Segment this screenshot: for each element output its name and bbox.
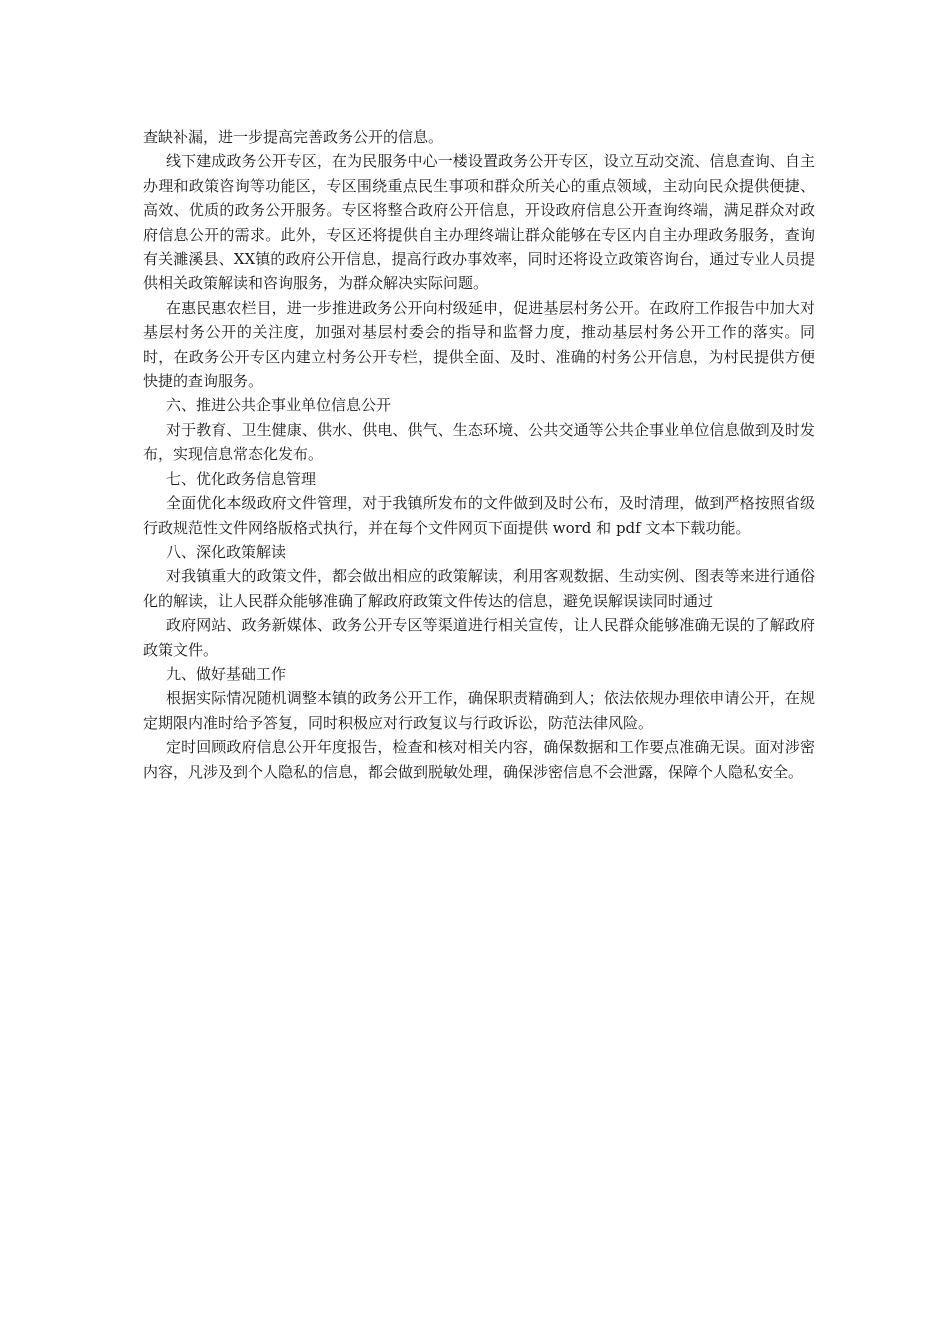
section-heading-8: 八、深化政策解读 xyxy=(166,542,287,561)
paragraph-basic-work: 根据实际情况随机调整本镇的政务公开工作，确保职责精确到人；依法依规办理依申请公开，在规定期限内准时给予答复，同时积极应对行政复议与行政诉讼，防范法律风险。 xyxy=(143,689,815,732)
paragraph-intro: 查缺补漏，进一步提高完善政务公开的信息。 xyxy=(143,128,444,146)
paragraph-public-enterprises: 对于教育、卫生健康、供水、供电、供气、生态环境、公共交通等公共企事业单位信息做到及时发布，实现信息常态化发布。 xyxy=(143,420,815,464)
paragraph-village-affairs: 在惠民惠农栏目，进一步推进政务公开向村级延申，促进基层村务公开。在政府工作报告中加大对基层村务公开的关注度，加强对基层村委会的指导和监督力度，推动基层村务公开工作的落实。同时，在政务公开专区内建立村务公开专栏，提供全面、及时、准确的村务公开信息，为村民提供方便快捷的查询服务。 xyxy=(143,298,815,391)
section-heading-9: 九、做好基础工作 xyxy=(166,664,287,683)
paragraph-annual-report: 定时回顾政府信息公开年度报告，检查和核对相关内容，确保数据和工作要点准确无误。面对涉密内容，凡涉及到个人隐私的信息，都会做到脱敏处理，确保涉密信息不会泄露，保障个人隐私安全。 xyxy=(143,738,815,781)
document-body xyxy=(143,125,815,784)
paragraph-publicity-channels: 政府网站、政务新媒体、政务公开专区等渠道进行相关宣传，让人民群众能够准确无误的了解政府政策文件。 xyxy=(143,616,815,659)
section-heading-6: 六、推进公共企事业单位信息公开 xyxy=(166,396,392,415)
paragraph-policy-interpretation: 对我镇重大的政策文件，都会做出相应的政策解读，利用客观数据、生动实例、图表等来进行通俗化的解读，让人民群众能够准确了解政府政策文件传达的信息，避免误解误读同时通过 xyxy=(143,567,815,610)
paragraph-online-zone: 线下建成政务公开专区，在为民服务中心一楼设置政务公开专区，设立互动交流、信息查询、自主办理和政策咨询等功能区，专区围绕重点民生事项和群众所关心的重点领域，主动向民众提供便捷、高效、优质的政务公开服务。专区将整合政府公开信息，开设政府信息公开查询终端，满足群众对政府信息公开的需求。此外，专区还将提供自主办理终端让群众能够在专区内自主办理政务服务，查询有关濉溪县、XX镇的政府公开信息，提高行政办事效率，同时还将设立政策咨询台，通过专业人员提供相关政策解读和咨询服务，为群众解决实际问题。 xyxy=(143,152,815,293)
section-heading-7: 七、优化政务信息管理 xyxy=(166,469,317,488)
paragraph-document-management: 全面优化本级政府文件管理，对于我镇所发布的文件做到及时公布，及时清理，做到严格按照省级行政规范性文件网络版格式执行，并在每个文件网页下面提供 word 和 pdf 文本下载功能。 xyxy=(143,494,815,537)
